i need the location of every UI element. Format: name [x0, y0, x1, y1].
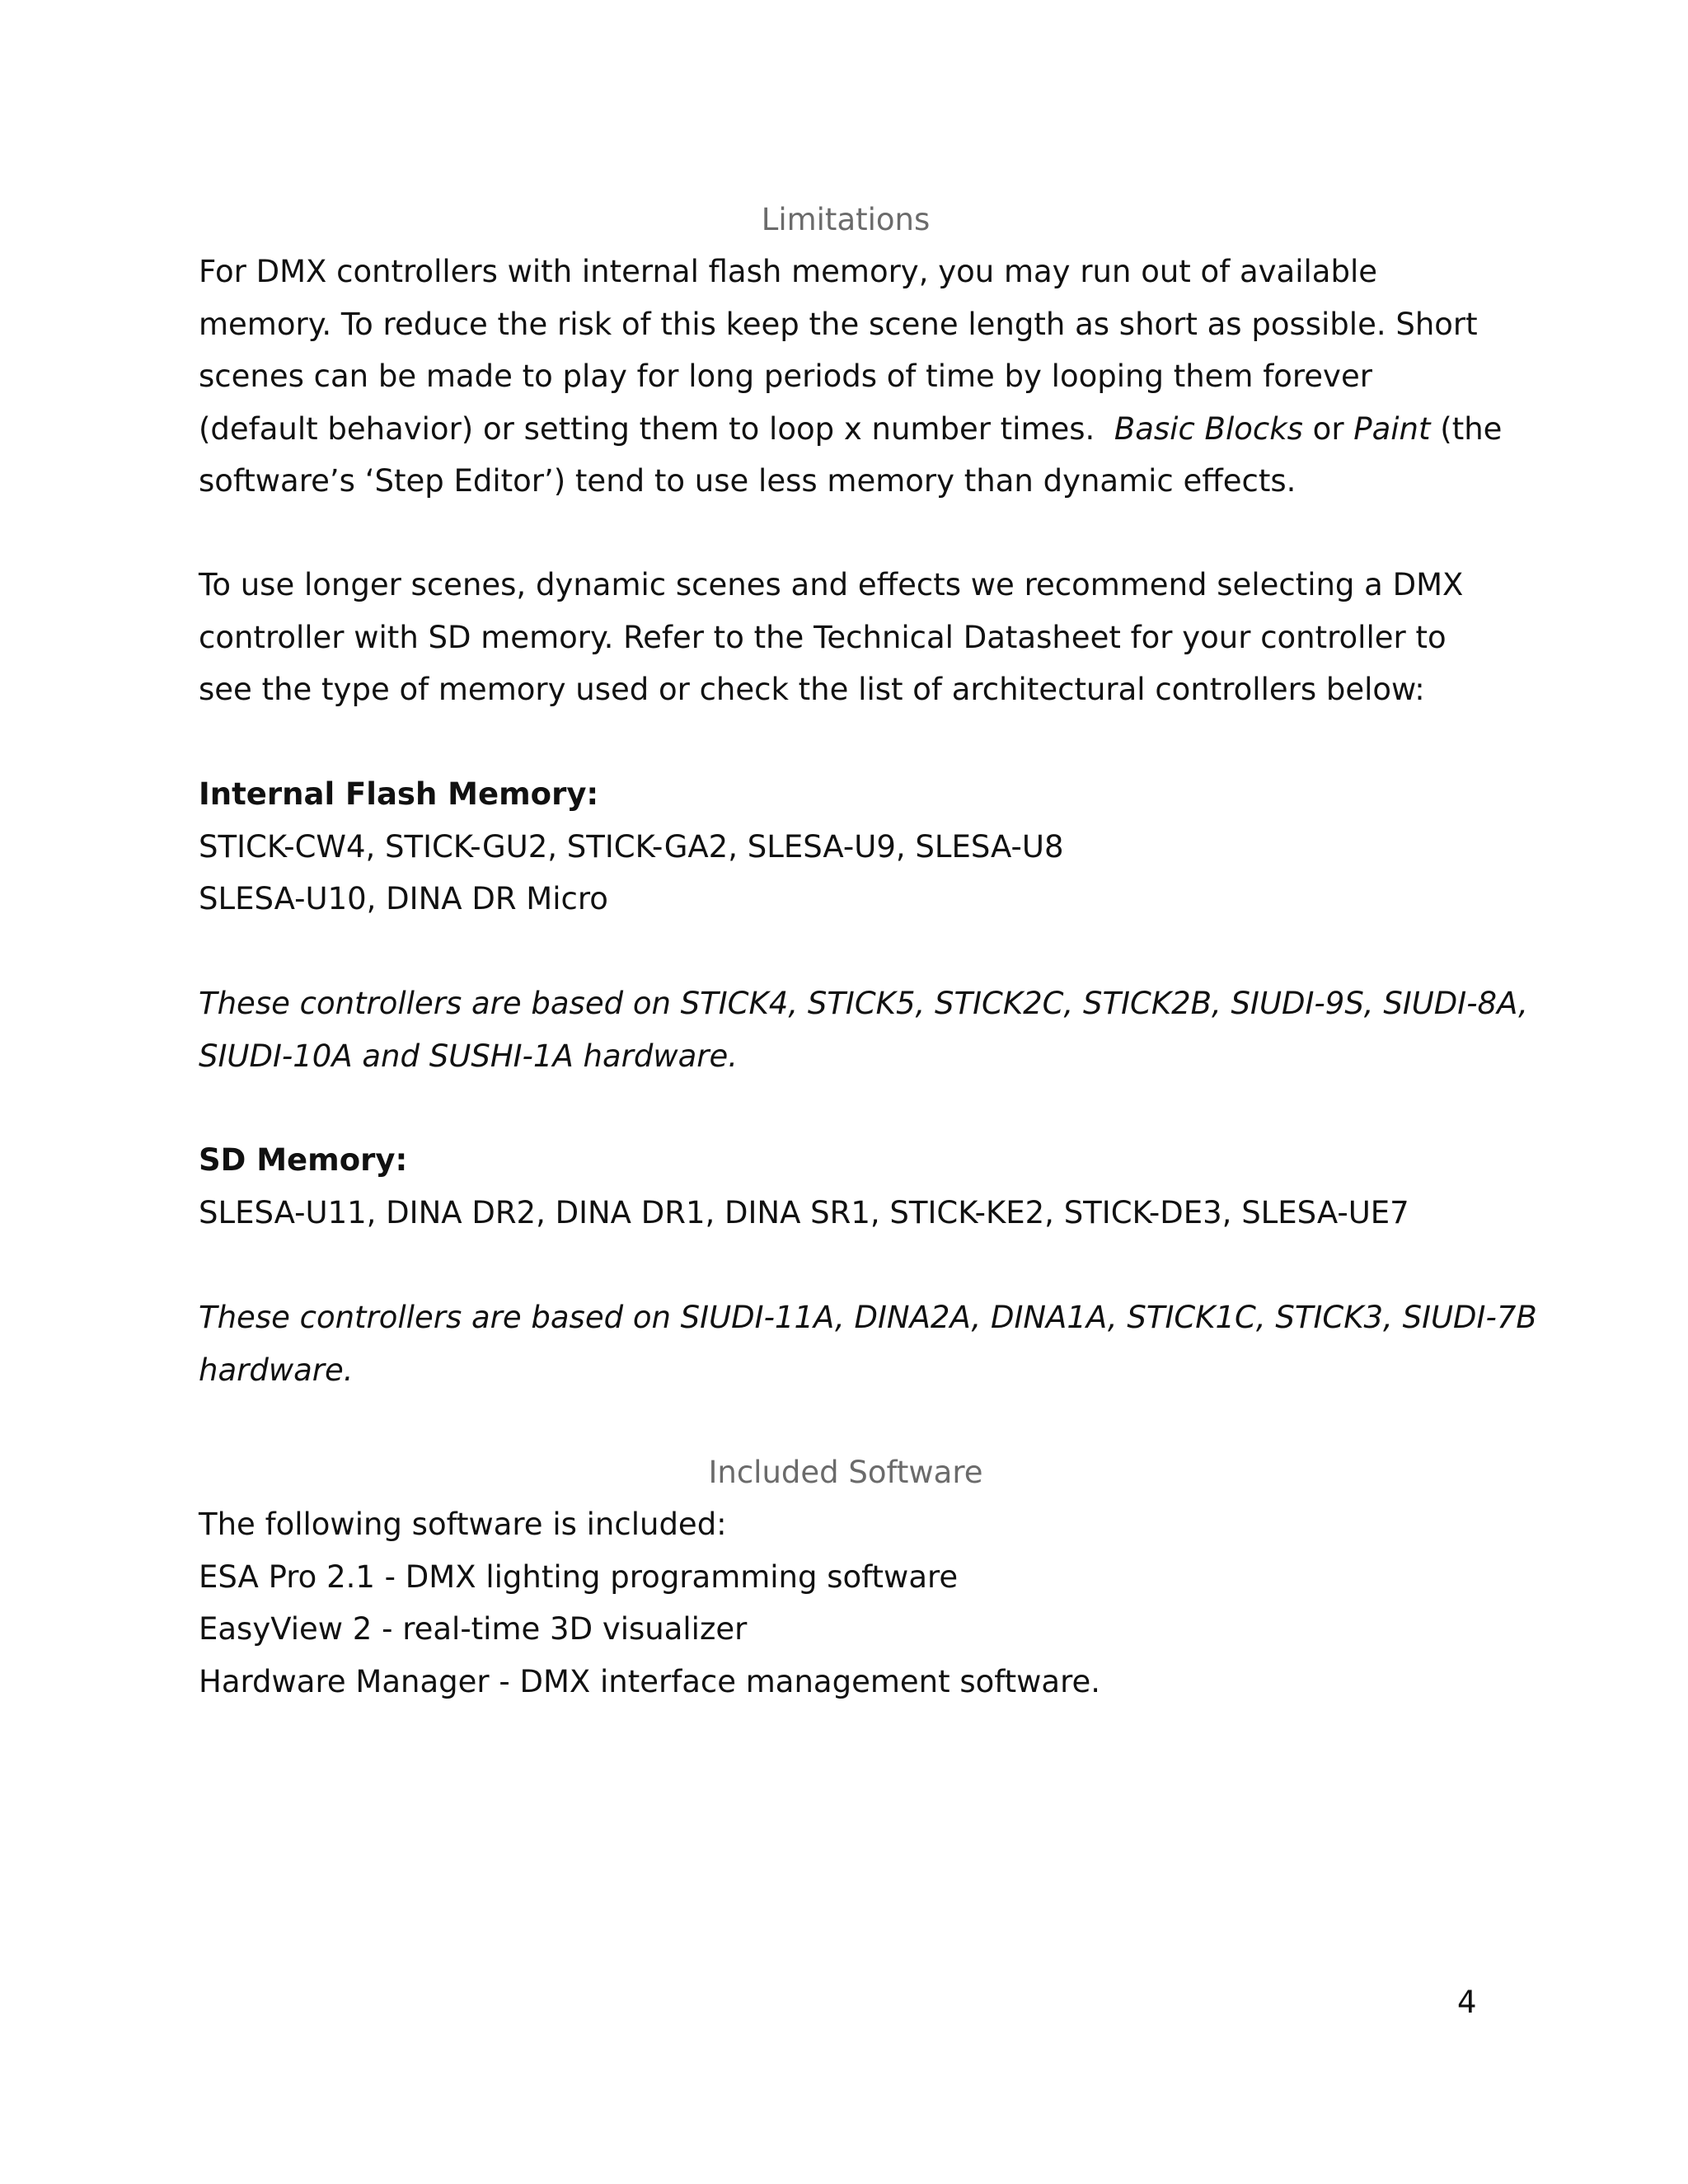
- text-segment: (the: [1430, 410, 1503, 447]
- limitations-paragraph-2: [199, 559, 1493, 716]
- controller-list-line: SLESA-U10, DINA DR Micro: [199, 881, 608, 916]
- included-software-heading: Included Software: [708, 1455, 983, 1490]
- internal-flash-label: Internal Flash Memory:: [199, 776, 599, 812]
- limitations-heading: Limitations: [761, 202, 931, 237]
- sd-memory-section: [199, 1134, 1493, 1239]
- text-segment: (default behavior) or setting them to loop x number times.: [199, 410, 1114, 447]
- note-line: These controllers are based on SIUDI-11A, DINA2A, DINA1A, STICK1C, STICK3, SIUDI-7B: [199, 1300, 1537, 1335]
- text-line: For DMX controllers with internal flash memory, you may run out of available: [199, 254, 1377, 289]
- software-item: ESA Pro 2.1 - DMX lighting programming software: [199, 1558, 959, 1595]
- basic-blocks-term: Basic Blocks: [1114, 410, 1303, 447]
- page-number: 4: [1457, 1985, 1477, 2020]
- note-line: hardware.: [199, 1352, 354, 1388]
- paint-term: Paint: [1353, 410, 1431, 447]
- software-item: EasyView 2 - real-time 3D visualizer: [199, 1611, 748, 1647]
- text-line: software’s ‘Step Editor’) tend to use less memory than dynamic effects.: [199, 463, 1296, 499]
- limitations-paragraph-1: [199, 246, 1503, 508]
- internal-flash-note: [199, 977, 1528, 1082]
- software-item: Hardware Manager - DMX interface management software.: [199, 1663, 1101, 1699]
- included-software-list: [199, 1498, 1493, 1708]
- text-line: see the type of memory used or check the list of architectural controllers below:: [199, 672, 1425, 707]
- internal-flash-section: [199, 768, 1493, 926]
- text-line: scenes can be made to play for long periods of time by looping them forever: [199, 359, 1372, 394]
- sd-memory-label: SD Memory:: [199, 1142, 408, 1178]
- sd-memory-note: [199, 1291, 1537, 1396]
- note-line: SIUDI-10A and SUSHI-1A hardware.: [199, 1038, 738, 1074]
- software-intro: The following software is included:: [199, 1507, 727, 1542]
- text-line: controller with SD memory. Refer to the Technical Datasheet for your controller to: [199, 619, 1447, 655]
- text-line: To use longer scenes, dynamic scenes and effects we recommend selecting a DMX: [199, 567, 1464, 602]
- note-line: These controllers are based on STICK4, STICK5, STICK2C, STICK2B, SIUDI-9S, SIUDI-8A,: [199, 986, 1528, 1021]
- controller-list-line: SLESA-U11, DINA DR2, DINA DR1, DINA SR1, STICK-KE2, STICK-DE3, SLESA-UE7: [199, 1194, 1409, 1230]
- text-segment: or: [1302, 410, 1354, 447]
- text-line: memory. To reduce the risk of this keep the scene length as short as possible. Short: [199, 306, 1478, 342]
- text-line: [199, 403, 1503, 456]
- controller-list-line: STICK-CW4, STICK-GU2, STICK-GA2, SLESA-U9, SLESA-U8: [199, 828, 1064, 865]
